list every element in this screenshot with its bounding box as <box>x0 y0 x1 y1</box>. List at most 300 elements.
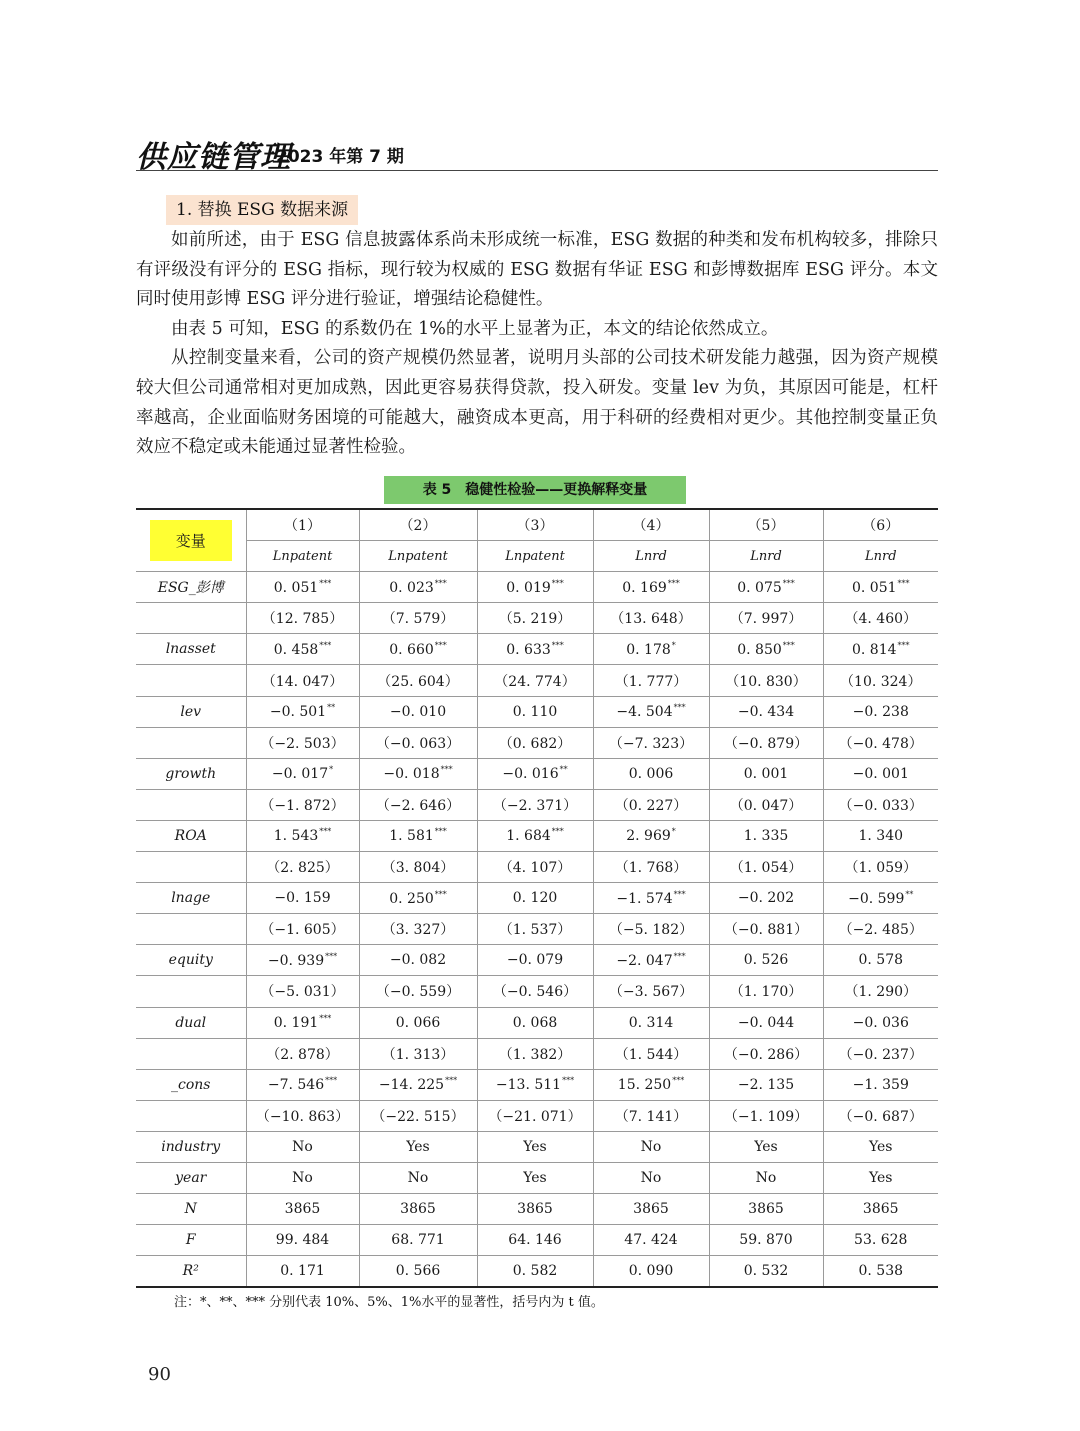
table-cell <box>593 1100 709 1131</box>
table-row <box>136 758 938 789</box>
results-table-body <box>136 509 938 1287</box>
cell-value: 59. 870 <box>739 1232 793 1249</box>
table-cell <box>359 758 477 789</box>
row-variable-label: F <box>136 1225 246 1256</box>
cell-value: （1. 382） <box>498 1046 572 1063</box>
significance-stars: *** <box>445 1076 458 1086</box>
table-row <box>136 1100 938 1131</box>
table-cell <box>709 572 823 603</box>
cell-value: （−21. 071） <box>488 1108 582 1125</box>
cell-value: −0. 017 <box>271 766 329 783</box>
cell-value: （1. 777） <box>614 673 688 690</box>
cell-value: −13. 511 <box>495 1077 562 1094</box>
cell-value: （−2. 371） <box>492 797 578 814</box>
cell-value: （0. 047） <box>729 797 803 814</box>
table-cell <box>593 1069 709 1100</box>
significance-stars: *** <box>319 640 332 650</box>
table-row <box>136 1162 938 1193</box>
table-cell <box>709 976 823 1007</box>
cell-value: （1. 768） <box>614 860 688 877</box>
table-cell <box>246 572 359 603</box>
cell-value: No <box>292 1138 313 1155</box>
cell-value: −0. 082 <box>389 952 447 969</box>
cell-value: （3. 327） <box>381 922 455 939</box>
table-cell <box>246 1100 359 1131</box>
cell-value: 0. 169 <box>622 579 667 596</box>
table-cell <box>593 572 709 603</box>
table-row <box>136 789 938 820</box>
table-cell <box>477 883 593 914</box>
table-row <box>136 696 938 727</box>
cell-value: Yes <box>869 1138 893 1155</box>
row-variable-label <box>136 1038 246 1069</box>
row-variable-label: ROA <box>136 820 246 851</box>
dependent-variable: Lnpatent <box>359 541 477 572</box>
cell-value: −0. 501 <box>269 704 327 721</box>
table-cell <box>823 727 938 758</box>
cell-value: 0. 001 <box>743 765 789 782</box>
table-cell <box>359 603 477 634</box>
table-cell <box>359 1194 477 1225</box>
significance-stars: ** <box>327 703 336 713</box>
table-cell <box>709 820 823 851</box>
running-header <box>136 132 938 175</box>
table-cell <box>823 1038 938 1069</box>
significance-stars: *** <box>673 889 686 899</box>
table-cell <box>593 1162 709 1193</box>
table-cell <box>593 789 709 820</box>
row-variable-label <box>136 789 246 820</box>
significance-stars: *** <box>319 578 332 588</box>
table-cell <box>593 852 709 883</box>
table-cell <box>477 945 593 976</box>
column-number: （4） <box>593 509 709 541</box>
table-cell <box>359 914 477 945</box>
table-cell <box>246 1225 359 1256</box>
table-cell <box>477 634 593 665</box>
table-cell <box>709 1162 823 1193</box>
cell-value: 3865 <box>862 1201 899 1218</box>
table-cell <box>246 1162 359 1193</box>
cell-value: 0. 090 <box>628 1263 674 1280</box>
cell-value: −14. 225 <box>378 1077 445 1094</box>
table-cell <box>477 1256 593 1288</box>
table-cell <box>593 820 709 851</box>
section-heading: 1. 替换 ESG 数据来源 <box>166 195 358 225</box>
table-cell <box>359 1131 477 1162</box>
cell-value: （−0. 237） <box>838 1046 923 1063</box>
cell-value: 0. 019 <box>506 579 551 596</box>
cell-value: （7. 141） <box>614 1108 688 1125</box>
cell-value: （25. 604） <box>377 673 459 690</box>
cell-value: （−7. 323） <box>608 735 694 752</box>
table-cell <box>823 758 938 789</box>
table-cell <box>477 603 593 634</box>
table-cell <box>709 1225 823 1256</box>
row-variable-label: R² <box>136 1256 246 1288</box>
journal-name: 供应链管理 <box>136 140 291 175</box>
table-cell <box>709 945 823 976</box>
cell-value: Yes <box>754 1138 778 1155</box>
table-cell <box>709 1256 823 1288</box>
column-number: （2） <box>359 509 477 541</box>
cell-value: （1. 290） <box>844 984 918 1001</box>
cell-value: （5. 219） <box>498 611 572 628</box>
table-cell <box>709 727 823 758</box>
table-row <box>136 603 938 634</box>
table-cell <box>246 852 359 883</box>
significance-stars: *** <box>551 578 564 588</box>
cell-value: 3865 <box>517 1201 553 1218</box>
cell-value: 53. 628 <box>854 1232 908 1249</box>
cell-value: （0. 227） <box>614 797 688 814</box>
cell-value: （1. 537） <box>498 922 572 939</box>
cell-value: （−1. 872） <box>260 797 345 814</box>
dependent-variable: Lnpatent <box>246 541 359 572</box>
cell-value: （−3. 567） <box>608 984 694 1001</box>
table-cell <box>477 665 593 696</box>
significance-stars: * <box>671 827 676 837</box>
table-cell <box>477 572 593 603</box>
cell-value: 0. 171 <box>280 1263 325 1280</box>
table-cell <box>823 1162 938 1193</box>
table-cell <box>359 976 477 1007</box>
table-cell <box>246 945 359 976</box>
table-cell <box>477 1007 593 1038</box>
table-cell <box>709 883 823 914</box>
column-number: （5） <box>709 509 823 541</box>
cell-value: −1. 359 <box>852 1076 909 1093</box>
table-row <box>136 1194 938 1225</box>
table-cell <box>709 1069 823 1100</box>
table-cell <box>709 852 823 883</box>
table-cell <box>593 883 709 914</box>
table-cell <box>823 976 938 1007</box>
table-cell <box>823 1100 938 1131</box>
paragraph: 由表 5 可知，ESG 的系数仍在 1%的水平上显著为正，本文的结论依然成立。 <box>171 318 779 339</box>
table-cell <box>593 1131 709 1162</box>
column-number: （6） <box>823 509 938 541</box>
cell-value: 0. 538 <box>858 1263 904 1280</box>
significance-stars: ** <box>905 889 914 899</box>
cell-value: （−0. 879） <box>723 735 809 752</box>
table-cell <box>593 727 709 758</box>
table-cell <box>593 634 709 665</box>
significance-stars: * <box>329 765 334 775</box>
cell-value: （−0. 478） <box>838 735 923 752</box>
cell-value: 0. 566 <box>395 1263 441 1280</box>
variable-header-cell <box>136 509 246 572</box>
cell-value: 0. 660 <box>389 641 434 658</box>
significance-stars: *** <box>551 827 564 837</box>
table-note: 注：*、**、*** 分别代表 10%、5%、1%水平的显著性，括号内为 t 值。 <box>174 1295 604 1310</box>
cell-value: −0. 202 <box>737 890 795 907</box>
cell-value: 68. 771 <box>391 1232 445 1249</box>
table-caption: 表 5 稳健性检验——更换解释变量 <box>384 476 686 504</box>
cell-value: （−2. 646） <box>375 797 461 814</box>
cell-value: −0. 434 <box>737 703 795 720</box>
table-cell <box>823 665 938 696</box>
row-variable-label <box>136 976 246 1007</box>
row-variable-label: industry <box>136 1131 246 1162</box>
row-variable-label <box>136 1100 246 1131</box>
table-cell <box>359 727 477 758</box>
cell-value: 1. 581 <box>389 828 434 845</box>
table-cell <box>823 1131 938 1162</box>
significance-stars: *** <box>551 640 564 650</box>
row-variable-label <box>136 914 246 945</box>
table-cell <box>246 634 359 665</box>
table-cell <box>359 883 477 914</box>
paragraph: 从控制变量来看，公司的资产规模仍然显著，说明月头部的公司技术研发能力越强，因为资产规模较大但公司通常相对更加成熟，因此更容易获得贷款，投入研发。变量 lev 为负，其原因可能是，杠杆率越高，企业面临财务困境的可能越大，融资成本更高，用于科研的经费相对更少。其他控制变量正负效应不稳定或未能通过显著性检验。 <box>136 348 938 458</box>
table-cell <box>246 1069 359 1100</box>
significance-stars: *** <box>673 951 686 961</box>
table-row <box>136 945 938 976</box>
table-cell <box>477 1069 593 1100</box>
cell-value: No <box>640 1138 662 1155</box>
cell-value: （−10. 863） <box>255 1108 350 1125</box>
significance-stars: *** <box>440 765 453 775</box>
significance-stars: *** <box>672 1076 685 1086</box>
cell-value: −0. 238 <box>852 703 909 720</box>
table-cell <box>359 1007 477 1038</box>
table-cell <box>359 1038 477 1069</box>
table-cell <box>477 1162 593 1193</box>
table-cell <box>593 1225 709 1256</box>
significance-stars: *** <box>319 827 332 837</box>
table-cell <box>246 758 359 789</box>
table-cell <box>477 696 593 727</box>
table-cell <box>823 820 938 851</box>
table-cell <box>593 696 709 727</box>
body-text <box>136 226 938 463</box>
table-cell <box>246 1038 359 1069</box>
cell-value: 3865 <box>400 1201 436 1218</box>
cell-value: （−2. 485） <box>838 922 923 939</box>
table-cell <box>823 789 938 820</box>
issue-label: 2023 年第 7 期 <box>276 147 404 167</box>
cell-value: −7. 546 <box>267 1077 325 1094</box>
significance-stars: *** <box>325 1076 338 1086</box>
table-cell <box>709 1131 823 1162</box>
cell-value: 15. 250 <box>617 1077 672 1094</box>
cell-value: No <box>407 1170 429 1187</box>
cell-value: （1. 544） <box>614 1046 688 1063</box>
table-cell <box>359 1162 477 1193</box>
row-variable-label: N <box>136 1194 246 1225</box>
table-cell <box>359 945 477 976</box>
table-cell <box>593 914 709 945</box>
cell-value: （0. 682） <box>498 735 572 752</box>
table-cell <box>709 789 823 820</box>
cell-value: 0. 850 <box>737 641 782 658</box>
table-row <box>136 976 938 1007</box>
table-cell <box>593 1007 709 1038</box>
table-cell <box>709 914 823 945</box>
table-cell <box>823 945 938 976</box>
cell-value: −0. 079 <box>506 952 564 969</box>
table-cell <box>709 758 823 789</box>
table-cell <box>246 603 359 634</box>
table-row <box>136 727 938 758</box>
row-variable-label <box>136 852 246 883</box>
significance-stars: * <box>671 640 676 650</box>
table-cell <box>477 1100 593 1131</box>
cell-value: 0. 051 <box>273 579 319 596</box>
table-cell <box>477 789 593 820</box>
table-cell <box>823 1225 938 1256</box>
row-variable-label: lnage <box>136 883 246 914</box>
significance-stars: *** <box>782 578 795 588</box>
row-variable-label: dual <box>136 1007 246 1038</box>
table-cell <box>477 758 593 789</box>
cell-value: 0. 110 <box>512 703 558 720</box>
table-header-row <box>136 509 938 541</box>
dependent-variable: Lnrd <box>709 541 823 572</box>
row-variable-label: equity <box>136 945 246 976</box>
cell-value: （12. 785） <box>261 611 344 628</box>
table-cell <box>477 1225 593 1256</box>
table-cell <box>246 883 359 914</box>
table-cell <box>477 914 593 945</box>
cell-value: −1. 574 <box>616 890 673 907</box>
table-row <box>136 914 938 945</box>
cell-value: −2. 047 <box>616 952 673 969</box>
cell-value: （−2. 503） <box>260 735 345 752</box>
dependent-variable: Lnrd <box>593 541 709 572</box>
cell-value: −4. 504 <box>616 704 673 721</box>
table-row <box>136 820 938 851</box>
table-cell <box>823 572 938 603</box>
significance-stars: ** <box>559 765 568 775</box>
cell-value: 0. 250 <box>389 890 434 907</box>
row-variable-label: year <box>136 1162 246 1193</box>
dependent-variable: Lnpatent <box>477 541 593 572</box>
table-cell <box>823 914 938 945</box>
results-table <box>136 508 938 1288</box>
table-cell <box>477 727 593 758</box>
cell-value: （−1. 605） <box>260 922 345 939</box>
cell-value: −0. 010 <box>389 703 447 720</box>
significance-stars: *** <box>434 578 447 588</box>
cell-value: 0. 458 <box>273 641 319 658</box>
table-cell <box>477 852 593 883</box>
table-row <box>136 1038 938 1069</box>
cell-value: 47. 424 <box>624 1232 678 1249</box>
table-cell <box>359 820 477 851</box>
significance-stars: *** <box>897 578 910 588</box>
table-cell <box>246 665 359 696</box>
table-cell <box>246 789 359 820</box>
cell-value: 3865 <box>633 1201 669 1218</box>
significance-stars: *** <box>434 640 447 650</box>
cell-value: （13. 648） <box>610 611 692 628</box>
cell-value: Yes <box>406 1138 430 1155</box>
table-row <box>136 1131 938 1162</box>
significance-stars: *** <box>325 951 338 961</box>
cell-value: Yes <box>869 1170 893 1187</box>
cell-value: 0. 023 <box>389 579 434 596</box>
table-cell <box>593 945 709 976</box>
table-cell <box>359 789 477 820</box>
table-cell <box>477 1131 593 1162</box>
cell-value: 0. 075 <box>737 579 782 596</box>
table-cell <box>823 1194 938 1225</box>
table-cell <box>359 1069 477 1100</box>
page-number: 90 <box>148 1364 171 1385</box>
cell-value: Yes <box>523 1138 547 1155</box>
cell-value: No <box>292 1170 313 1187</box>
row-variable-label: _cons <box>136 1069 246 1100</box>
cell-value: （−0. 033） <box>838 797 923 814</box>
table-cell <box>709 1038 823 1069</box>
cell-value: 3865 <box>284 1201 321 1218</box>
cell-value: （−0. 546） <box>492 984 578 1001</box>
cell-value: −0. 599 <box>848 890 905 907</box>
table-cell <box>359 634 477 665</box>
table-cell <box>709 634 823 665</box>
table-cell <box>246 696 359 727</box>
table-cell <box>359 665 477 696</box>
significance-stars: *** <box>667 578 680 588</box>
table-row <box>136 634 938 665</box>
row-variable-label: ESG_彭博 <box>136 572 246 603</box>
cell-value: （4. 107） <box>498 860 572 877</box>
cell-value: （3. 804） <box>381 860 455 877</box>
table-cell <box>709 696 823 727</box>
significance-stars: *** <box>673 703 686 713</box>
table-row <box>136 883 938 914</box>
cell-value: 0. 526 <box>743 952 789 969</box>
cell-value: 3865 <box>748 1201 784 1218</box>
table-cell <box>246 1131 359 1162</box>
table-cell <box>823 852 938 883</box>
table-cell <box>823 1069 938 1100</box>
cell-value: （7. 997） <box>729 611 803 628</box>
cell-value: −0. 016 <box>502 766 559 783</box>
cell-value: （−1. 109） <box>723 1108 809 1125</box>
cell-value: （10. 324） <box>840 673 922 690</box>
table-cell <box>246 976 359 1007</box>
cell-value: （2. 825） <box>266 860 339 877</box>
cell-value: −0. 018 <box>383 766 440 783</box>
table-cell <box>246 1256 359 1288</box>
cell-value: 1. 335 <box>743 827 789 844</box>
table-cell <box>709 665 823 696</box>
table-cell <box>593 603 709 634</box>
table-cell <box>477 1038 593 1069</box>
row-variable-label <box>136 665 246 696</box>
cell-value: 0. 314 <box>628 1014 674 1031</box>
cell-value: 0. 532 <box>743 1263 789 1280</box>
table-cell <box>359 1225 477 1256</box>
table-cell <box>246 914 359 945</box>
table-row <box>136 852 938 883</box>
cell-value: 0. 814 <box>851 641 897 658</box>
table-row <box>136 1256 938 1288</box>
table-cell <box>593 1038 709 1069</box>
table-row <box>136 665 938 696</box>
cell-value: −2. 135 <box>737 1076 795 1093</box>
table-cell <box>709 1100 823 1131</box>
cell-value: （1. 054） <box>729 860 803 877</box>
table-cell <box>359 1100 477 1131</box>
cell-value: No <box>755 1170 777 1187</box>
table-row <box>136 1069 938 1100</box>
table-cell <box>593 1256 709 1288</box>
cell-value: 0. 068 <box>512 1014 558 1031</box>
cell-value: Yes <box>523 1170 547 1187</box>
